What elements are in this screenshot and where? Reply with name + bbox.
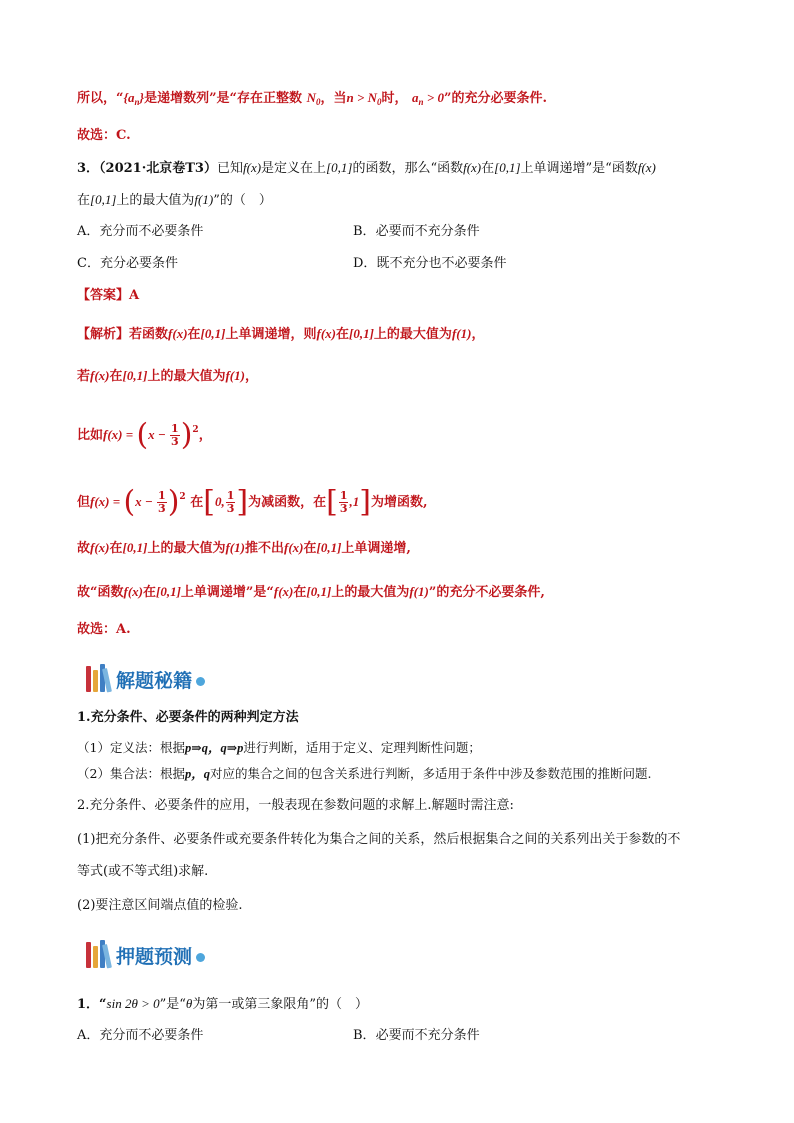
predict-question-1: 1．“sin 2θ > 0”是“θ为第一或第三象限角”的（ ） [77,996,368,1012]
tips-heading-2: 2.充分条件、必要条件的应用，一般表现在参数问题的求解上.解题时需注意: [77,798,514,813]
q3-option-b: B．必要而不充分条件 [353,224,480,239]
q3-answer: 【答案】A [77,288,140,303]
predict-banner [86,938,205,968]
tips-method-2: （2）集合法：根据p，q对应的集合之间的包含关系进行判断，多适用于条件中涉及参数范围的推断问题. [77,766,652,781]
books-icon [86,664,112,692]
prev-choice: 故选：C. [77,128,131,143]
banner-dot-icon [196,677,205,686]
predict-option-a: A．充分而不必要条件 [77,1028,204,1043]
q3-analysis-line1: 【解析】若函数f(x)在[0,1]上单调递增，则f(x)在[0,1]上的最大值为f(1)， [77,326,485,342]
q3-option-a: A．充分而不必要条件 [77,224,204,239]
predict-banner-title: 押题预测 [116,946,193,968]
q3-analysis-line6: 故“函数f(x)在[0,1]上单调递增”是“f(x)在[0,1]上的最大值为f(1)”的充分不必要条件, [77,584,545,600]
books-icon [86,940,112,968]
tips-method-1: （1）定义法：根据p⇒q，q⇒p进行判断，适用于定义、定理判断性问题； [77,740,481,755]
q3-option-d: D．既不充分也不必要条件 [353,256,507,271]
tips-heading-1: 1.充分条件、必要条件的两种判定方法 [77,710,299,725]
tips-point-1-cont: 等式(或不等式组)求解. [77,864,209,879]
q3-analysis-line5: 故f(x)在[0,1]上的最大值为f(1)推不出f(x)在[0,1]上单调递增, [77,540,411,556]
question-3-line1: 3．（2021·北京卷T3）已知f(x)是定义在上[0,1]的函数，那么“函数f(x)在[0,1]上单调递增”是“函数f(x) [77,160,656,176]
q3-analysis-line4: 但f(x) = (x − $\frac{1}{3}$ )$^2$ 在[0, $\frac{1}{3}$ ]为减函数，在[ $\frac{1}{3}$ ,1]为增函数, [77,484,428,520]
tips-banner [86,662,205,692]
q3-option-c: C．充分必要条件 [77,256,178,271]
predict-option-b: B．必要而不充分条件 [353,1028,480,1043]
tips-banner-title: 解题秘籍 [116,670,193,692]
tips-point-1: (1)把充分条件、必要条件或充要条件转化为集合之间的关系，然后根据集合之间的关系列出关于参数的不 [77,832,681,847]
prev-conclusion: 所以，“$\{a_n\}$是递增数列”是“存在正整数 $N_0$，当$n > N_0$时， $a_n > 0$”的充分必要条件. [77,90,547,107]
banner-dot-icon [196,953,205,962]
tips-point-2: (2)要注意区间端点值的检验. [77,898,243,913]
q3-analysis-line2: 若f(x)在[0,1]上的最大值为f(1)， [77,368,258,384]
q3-choice: 故选：A. [77,622,131,637]
q3-analysis-line3: 比如f(x) = (x − $\frac{1}{3}$ )$^2$， [77,417,212,453]
question-3-line2: 在[0,1]上的最大值为f(1)”的（ ） [77,192,272,208]
